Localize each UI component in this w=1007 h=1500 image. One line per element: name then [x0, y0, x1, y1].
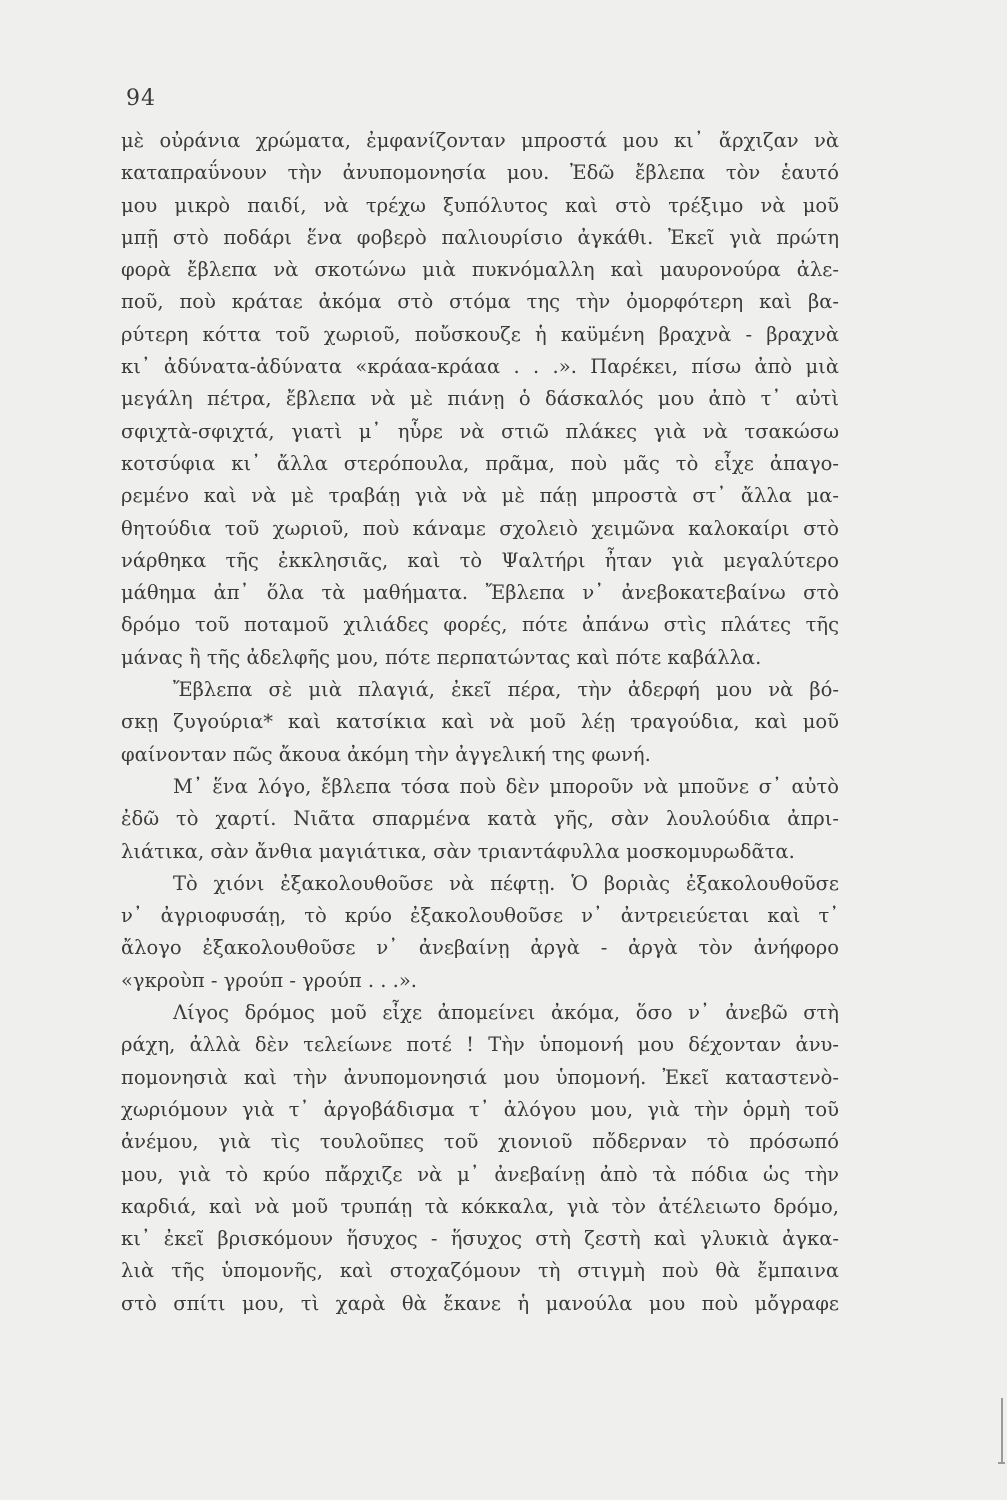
text-line: σφιχτὰ-σφιχτά, γιατὶ μ᾿ ηὗρε νὰ στιῶ πλάκες γιὰ νὰ τσακώσω: [121, 419, 839, 443]
text-line: Ἔβλεπα σὲ μιὰ πλαγιά, ἐκεῖ πέρα, τὴν ἀδερφή μου νὰ βό-: [173, 678, 839, 702]
text-line: ἄλογο ἐξακολουθοῦσε ν᾿ ἀνεβαίνῃ ἀργὰ - ἀργὰ τὸν ἀνήφορο: [121, 936, 839, 960]
text-line: μάνας ἢ τῆς ἀδελφῆς μου, πότε περπατώντας καὶ πότε καβάλλα.: [121, 645, 762, 669]
text-line: «γκροὺπ - γρούπ - γρούπ . . .».: [121, 968, 417, 992]
text-line: ράχη, ἀλλὰ δὲν τελείωνε ποτέ ! Τὴν ὑπομονή μου δέχονταν ἀνυ-: [121, 1033, 839, 1057]
text-line: πομονησιὰ καὶ τὴν ἀνυπομονησιά μου ὑπομονή. Ἐκεῖ καταστενὸ-: [121, 1065, 839, 1089]
text-line: σκῃ ζυγούρια* καὶ κατσίκια καὶ νὰ μοῦ λέῃ τραγούδια, καὶ μοῦ: [121, 710, 839, 734]
text-line: φορὰ ἔβλεπα νὰ σκοτώνω μιὰ πυκνόμαλλη καὶ μαυρονούρα ἀλε-: [121, 258, 839, 282]
text-line: λιάτικα, σὰν ἄνθια μαγιάτικα, σὰν τριαντάφυλλα μοσκομυρωδᾶτα.: [121, 839, 795, 863]
text-line: λιὰ τῆς ὑπομονῆς, καὶ στοχαζόμουν τὴ στιγμὴ ποὺ θὰ ἔμπαινα: [121, 1259, 839, 1283]
text-line: μεγάλη πέτρα, ἔβλεπα νὰ μὲ πιάνῃ ὁ δάσκαλός μου ἀπὸ τ᾿ αὐτὶ: [121, 387, 839, 411]
text-line: φαίνονταν πῶς ἄκουα ἀκόμη τὴν ἀγγελική της φωνή.: [121, 742, 651, 766]
text-line: νάρθηκα τῆς ἐκκλησιᾶς, καὶ τὸ Ψαλτήρι ἦταν γιὰ μεγαλύτερο: [121, 548, 839, 572]
scan-edge-tick: [998, 1462, 1005, 1464]
text-line: κοτσύφια κι᾿ ἄλλα στερόπουλα, πρᾶμα, ποὺ μᾶς τὸ εἶχε ἀπαγο-: [121, 451, 839, 475]
text-line: ρεμένο καὶ νὰ μὲ τραβάῃ γιὰ νὰ μὲ πάῃ μπροστὰ στ᾿ ἄλλα μα-: [121, 484, 839, 508]
text-line: μὲ οὐράνια χρώματα, ἐμφανίζονταν μπροστά μου κι᾿ ἄρχιζαν νὰ: [121, 129, 839, 152]
text-line: Μ᾿ ἕνα λόγο, ἔβλεπα τόσα ποὺ δὲν μποροῦν νὰ μποῦνε σ᾿ αὐτὸ: [173, 774, 839, 798]
text-line: στὸ σπίτι μου, τὶ χαρὰ θὰ ἔκανε ἡ μανούλα μου ποὺ μὄγραφε: [121, 1291, 839, 1315]
text-line: μου μικρὸ παιδί, νὰ τρέχω ξυπόλυτος καὶ στὸ τρέξιμο νὰ μοῦ: [121, 193, 839, 217]
text-line: καταπραΰνουν τὴν ἀνυπομονησία μου. Ἐδῶ ἔβλεπα τὸν ἑαυτό: [121, 161, 839, 185]
text-line: δρόμο τοῦ ποταμοῦ χιλιάδες φορές, πότε ἀπάνω στὶς πλάτες τῆς: [121, 613, 839, 637]
text-line: Τὸ χιόνι ἐξακολουθοῦσε νὰ πέφτῃ. Ὁ βοριὰς ἐξακολουθοῦσε: [173, 871, 839, 895]
text-line: κι᾿ ἐκεῖ βρισκόμουν ἥσυχος - ἥσυχος στὴ ζεστὴ καὶ γλυκιὰ ἀγκα-: [121, 1227, 839, 1251]
text-line: μου, γιὰ τὸ κρύο πἄρχιζε νὰ μ᾿ ἀνεβαίνῃ ἀπὸ τὰ πόδια ὡς τὴν: [121, 1162, 839, 1186]
page-number: 94: [126, 86, 156, 111]
text-line: ἀνέμου, γιὰ τὶς τουλοῦπες τοῦ χιονιοῦ πὄδερναν τὸ πρόσωπό: [121, 1130, 839, 1154]
text-line: μπῇ στὸ ποδάρι ἕνα φοβερὸ παλιουρίσιο ἀγκάθι. Ἐκεῖ γιὰ πρώτη: [121, 225, 839, 249]
text-line: κι᾿ ἀδύνατα-ἀδύνατα «κράαα-κράαα . . .». Παρέκει, πίσω ἀπὸ μιὰ: [121, 355, 839, 379]
text-line: ποῦ, ποὺ κράταε ἀκόμα στὸ στόμα της τὴν ὀμορφότερη καὶ βα-: [121, 290, 839, 314]
text-line: ν᾿ ἀγριοφυσάῃ, τὸ κρύο ἐξακολουθοῦσε ν᾿ ἀντρειεύεται καὶ τ᾿: [121, 904, 839, 928]
text-line: Λίγος δρόμος μοῦ εἶχε ἀπομείνει ἀκόμα, ὅσο ν᾿ ἀνεβῶ στὴ: [173, 1001, 839, 1025]
scan-edge-mark: [1001, 1398, 1003, 1462]
text-line: χωριόμουν γιὰ τ᾿ ἀργοβάδισμα τ᾿ ἀλόγου μου, γιὰ τὴν ὁρμὴ τοῦ: [121, 1097, 839, 1121]
text-line: θητούδια τοῦ χωριοῦ, ποὺ κάναμε σχολειὸ χειμῶνα καλοκαίρι στὸ: [121, 516, 839, 540]
text-line: ρύτερη κόττα τοῦ χωριοῦ, ποὔσκουζε ἡ καϋμένη βραχνὰ - βραχνὰ: [121, 322, 839, 346]
text-line: ἐδῶ τὸ χαρτί. Νιᾶτα σπαρμένα κατὰ γῆς, σὰν λουλούδια ἀπρι-: [121, 807, 839, 831]
body-text: [121, 125, 839, 1320]
text-line: μάθημα ἀπ᾿ ὅλα τὰ μαθήματα. Ἔβλεπα ν᾿ ἀνεβοκατεβαίνω στὸ: [121, 581, 839, 605]
text-line: καρδιά, καὶ νὰ μοῦ τρυπάῃ τὰ κόκκαλα, γιὰ τὸν ἀτέλειωτο δρόμο,: [121, 1194, 839, 1218]
